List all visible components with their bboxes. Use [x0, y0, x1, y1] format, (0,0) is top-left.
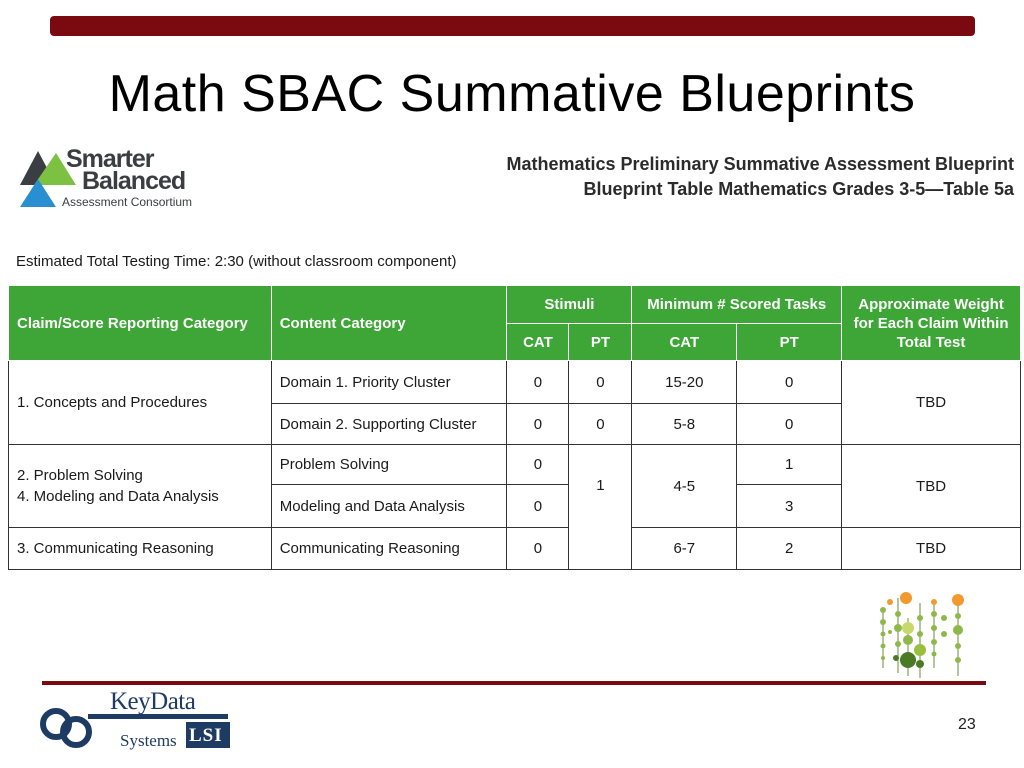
- claim-cell: [9, 445, 272, 528]
- header-stimuli-pt: PT: [569, 324, 632, 361]
- claim-line2: 4. Modeling and Data Analysis: [17, 488, 219, 505]
- header-content: Content Category: [271, 286, 507, 361]
- tasks-cat-cell: 15-20: [632, 361, 737, 404]
- sb-logo-line2: Balanced: [82, 167, 186, 195]
- decorative-trees-icon: [868, 588, 978, 680]
- smarter-balanced-logo: [18, 145, 218, 209]
- sb-logo-line1: Smarter: [66, 145, 154, 173]
- tasks-pt-cell: 2: [737, 528, 842, 570]
- stimuli-cat-cell: 0: [507, 528, 569, 570]
- table-row: [9, 361, 1021, 404]
- slide-title: Math SBAC Summative Blueprints: [108, 65, 916, 123]
- tasks-cat-cell: 5-8: [632, 404, 737, 445]
- tasks-cat-cell: 6-7: [632, 528, 737, 570]
- stimuli-cat-cell: 0: [507, 361, 569, 404]
- top-accent-bar: [50, 16, 975, 36]
- weight-cell: TBD: [842, 361, 1021, 445]
- header-weight: Approximate Weight for Each Claim Within Total Test: [842, 286, 1021, 361]
- table-row: [9, 445, 1021, 485]
- claim-cell: 3. Communicating Reasoning: [9, 528, 272, 570]
- tasks-pt-cell: 0: [737, 361, 842, 404]
- keydata-mark: LSI: [189, 725, 223, 746]
- weight-cell: TBD: [842, 528, 1021, 570]
- weight-cell: TBD: [842, 445, 1021, 528]
- footer-accent-line: [42, 681, 986, 685]
- tasks-pt-cell: 3: [737, 485, 842, 528]
- page-number: 23: [958, 716, 976, 733]
- table-header-row: [9, 286, 1021, 324]
- content-cell: Problem Solving: [271, 445, 507, 485]
- tasks-pt-cell: 0: [737, 404, 842, 445]
- keydata-logo: [40, 688, 240, 756]
- content-cell: Communicating Reasoning: [271, 528, 507, 570]
- header-tasks-pt: PT: [737, 324, 842, 361]
- header-claim: Claim/Score Reporting Category: [9, 286, 272, 361]
- stimuli-pt-cell: 0: [569, 361, 632, 404]
- stimuli-cat-cell: 0: [507, 485, 569, 528]
- sb-logo-line3: Assessment Consortium: [62, 195, 193, 209]
- content-cell: Modeling and Data Analysis: [271, 485, 507, 528]
- testing-time: Estimated Total Testing Time: 2:30 (without classroom component): [16, 253, 457, 270]
- header-stimuli: Stimuli: [507, 286, 632, 324]
- stimuli-cat-cell: 0: [507, 445, 569, 485]
- blueprint-heading: [506, 152, 1014, 202]
- keydata-systems: Systems: [120, 731, 177, 750]
- blueprint-table: [8, 285, 1021, 570]
- blueprint-heading-line1: Mathematics Preliminary Summative Assessment Blueprint: [506, 154, 1014, 174]
- content-cell: Domain 1. Priority Cluster: [271, 361, 507, 404]
- blueprint-heading-line2: Blueprint Table Mathematics Grades 3-5—Table 5a: [583, 179, 1014, 199]
- table-row: [9, 528, 1021, 570]
- header-tasks-cat: CAT: [632, 324, 737, 361]
- keydata-brand: KeyData: [110, 688, 196, 715]
- header-stimuli-cat: CAT: [507, 324, 569, 361]
- claim-cell: 1. Concepts and Procedures: [9, 361, 272, 445]
- claim-line1: 2. Problem Solving: [17, 467, 143, 484]
- header-min-tasks: Minimum # Scored Tasks: [632, 286, 842, 324]
- stimuli-pt-shared-cell: [569, 445, 632, 570]
- stimuli-pt-shared-value: 1: [596, 476, 605, 494]
- content-cell: Domain 2. Supporting Cluster: [271, 404, 507, 445]
- tasks-cat-shared-cell: 4-5: [632, 445, 737, 528]
- stimuli-cat-cell: 0: [507, 404, 569, 445]
- stimuli-pt-cell: 0: [569, 404, 632, 445]
- tasks-pt-cell: 1: [737, 445, 842, 485]
